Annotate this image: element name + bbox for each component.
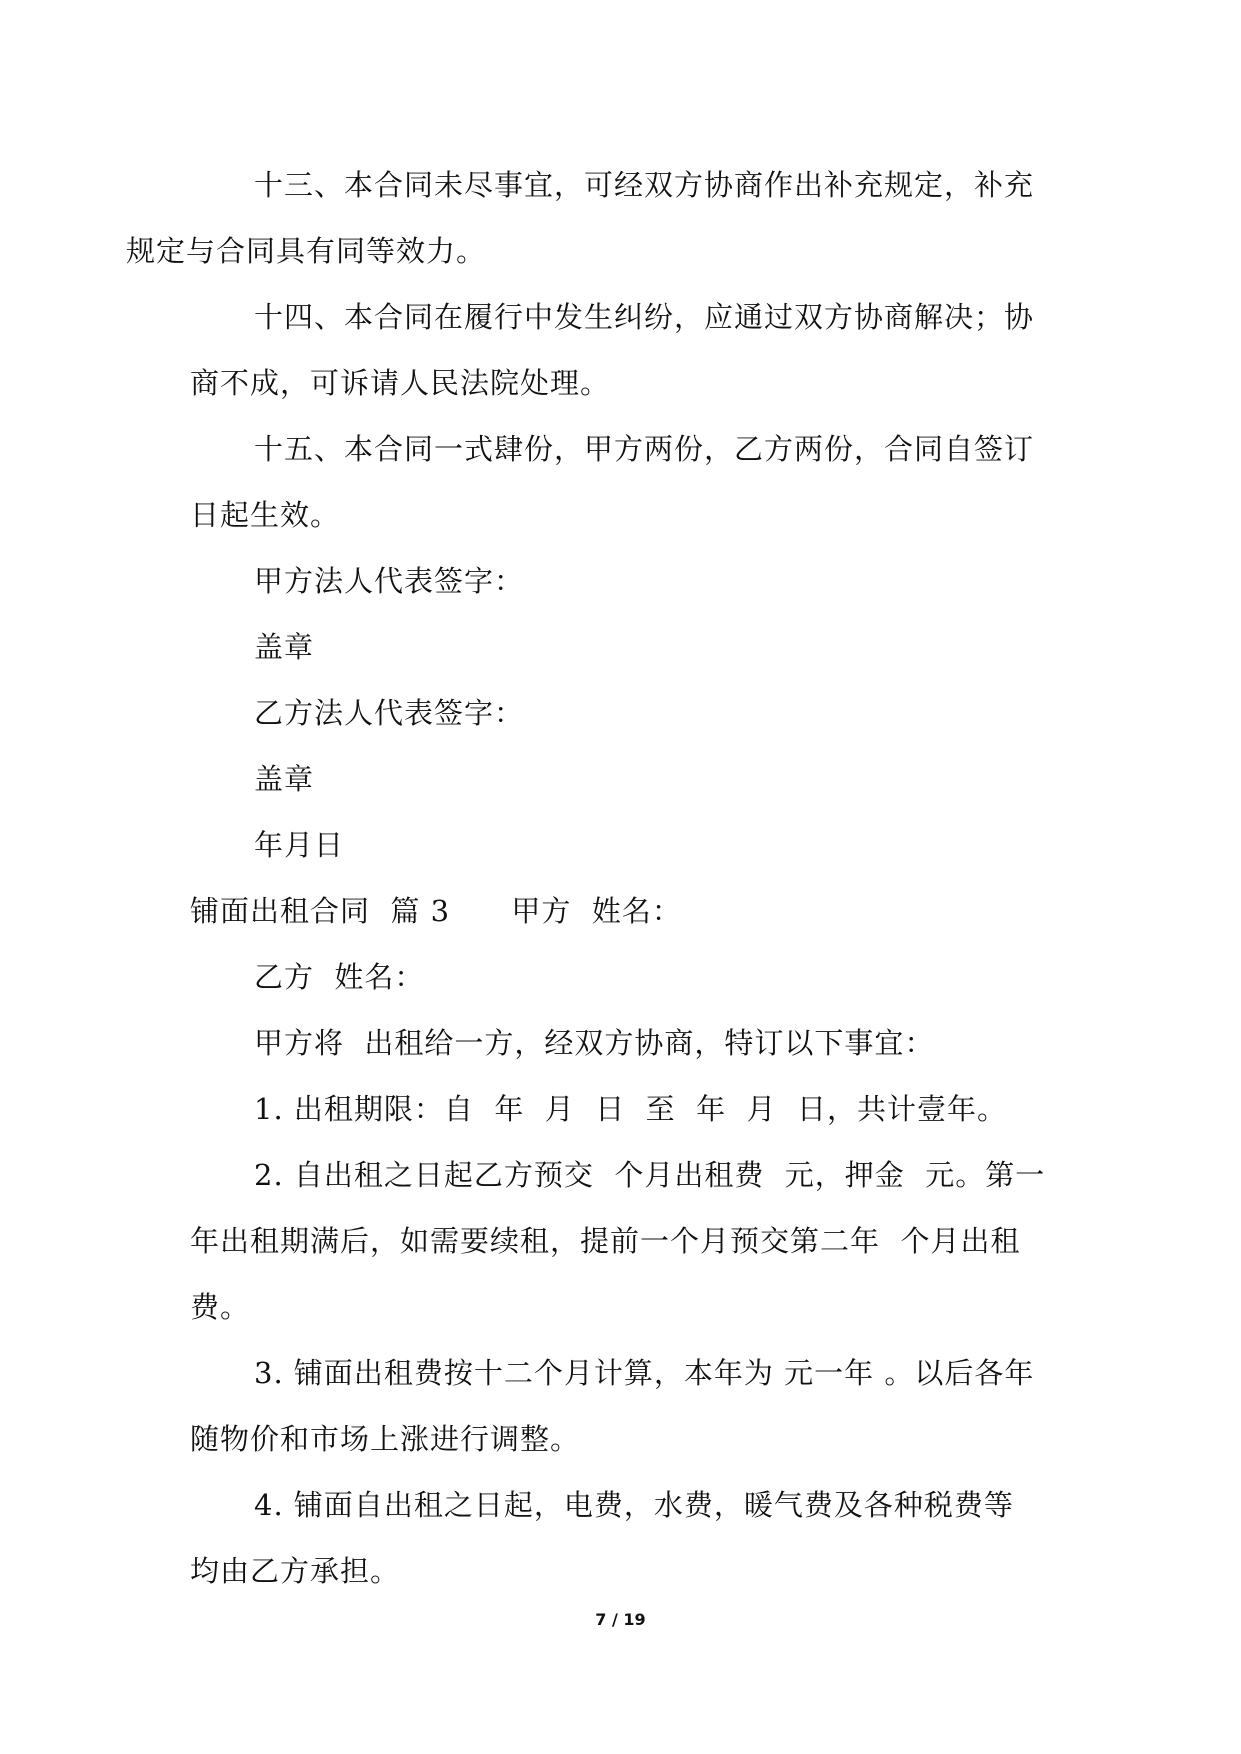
party-a-seal-label xyxy=(190,614,1062,680)
text-line: 十三、本合同未尽事宜，可经双方协商作出补充规定，补充 xyxy=(254,168,1035,202)
text-line: 年出租期满后，如需要续租，提前一个月预交第二年 个月出租 xyxy=(190,1224,1021,1258)
text-line: 2. 自出租之日起乙方预交 个月出租费 元，押金 元。第一 xyxy=(254,1158,1046,1192)
page-number: 7 / 19 xyxy=(595,1610,646,1629)
clause-1 xyxy=(190,1076,1062,1142)
text-line: 乙方 姓名： xyxy=(254,960,425,994)
text-line: 均由乙方承担。 xyxy=(190,1554,401,1588)
document-body xyxy=(126,152,1062,1604)
clause-2 xyxy=(190,1142,1062,1340)
text-line: 盖章 xyxy=(254,630,315,664)
contract-heading xyxy=(190,878,1062,944)
clause-3 xyxy=(190,1340,1062,1472)
clause-13 xyxy=(126,152,1062,284)
text-line: 盖章 xyxy=(254,762,315,796)
text-line: 日起生效。 xyxy=(190,498,341,532)
party-b-seal-label xyxy=(190,746,1062,812)
text-line: 商不成，可诉请人民法院处理。 xyxy=(190,366,611,400)
party-b-name-label xyxy=(190,944,1062,1010)
text-line: 甲方法人代表签字： xyxy=(254,564,525,598)
party-a-signature-label xyxy=(190,548,1062,614)
preamble xyxy=(190,1010,1062,1076)
clause-4 xyxy=(190,1472,1062,1604)
text-line: 费。 xyxy=(190,1290,251,1324)
text-line: 十四、本合同在履行中发生纠纷，应通过双方协商解决；协 xyxy=(254,300,1035,334)
text-line: 年月日 xyxy=(254,828,345,862)
text-line: 乙方法人代表签字： xyxy=(254,696,525,730)
date-label xyxy=(190,812,1062,878)
party-b-signature-label xyxy=(190,680,1062,746)
clause-15 xyxy=(190,416,1062,548)
clause-14 xyxy=(190,284,1062,416)
text-line: 1. 出租期限：自 年 月 日 至 年 月 日，共计壹年。 xyxy=(254,1092,1007,1126)
text-line: 4. 铺面自出租之日起，电费，水费，暖气费及各种税费等 xyxy=(254,1488,1014,1522)
text-line: 十五、本合同一式肆份，甲方两份，乙方两份，合同自签订 xyxy=(254,432,1035,466)
text-line: 随物价和市场上涨进行调整。 xyxy=(190,1422,581,1456)
text-line: 铺面出租合同 篇 3 甲方 姓名： xyxy=(190,894,682,928)
text-line: 规定与合同具有同等效力。 xyxy=(126,234,487,268)
text-line: 3. 铺面出租费按十二个月计算，本年为 元一年 。以后各年 xyxy=(254,1356,1035,1390)
text-line: 甲方将 出租给一方，经双方协商，特订以下事宜： xyxy=(254,1026,935,1060)
